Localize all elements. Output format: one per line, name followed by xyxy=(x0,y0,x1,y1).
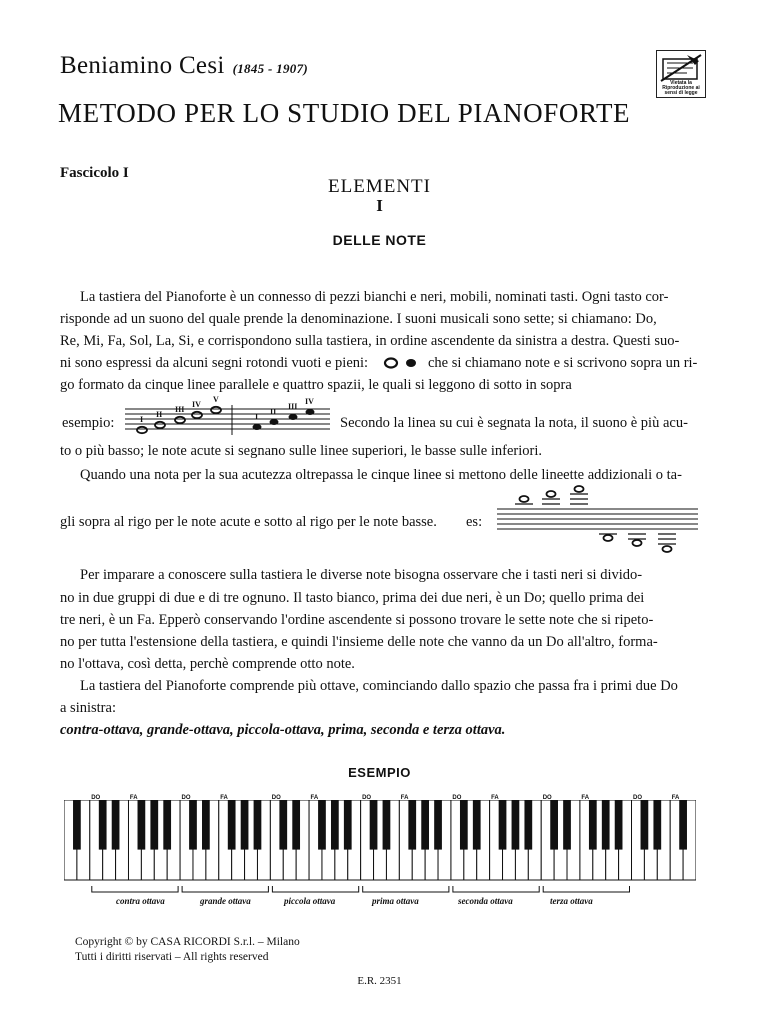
black-key xyxy=(344,800,352,850)
staff-numeral: III xyxy=(288,402,298,411)
black-key xyxy=(254,800,262,850)
staff-numeral: IV xyxy=(192,400,201,409)
stamp-text: Vietata la Riproduzione ai sensi di legge xyxy=(662,80,700,96)
black-key xyxy=(473,800,481,850)
black-key xyxy=(279,800,287,850)
octave-label: piccola ottava xyxy=(284,896,336,906)
black-key xyxy=(563,800,571,850)
do-label: DO xyxy=(91,795,101,801)
black-key xyxy=(331,800,339,850)
black-key xyxy=(318,800,326,850)
ledger-staff-example xyxy=(495,483,700,558)
subsection-heading: DELLE NOTE xyxy=(332,232,427,248)
octave-label: prima ottava xyxy=(372,896,419,906)
body-line: La tastiera del Pianoforte comprende più ottave, cominciando dallo spazio che passa fra i primi due Do xyxy=(80,678,678,694)
body-line: Secondo la linea su cui è segnata la nota, il suono è più acu- xyxy=(340,415,688,431)
fa-label: FA xyxy=(671,795,680,801)
body-line: che si chiamano note e si scrivono sopra un ri- xyxy=(428,355,698,371)
black-key xyxy=(408,800,416,850)
black-key xyxy=(524,800,532,850)
body-line: La tastiera del Pianoforte è un connesso di pezzi bianchi e neri, mobili, nominati tasti. Ogni tasto cor- xyxy=(80,289,669,305)
octave-label: grande ottava xyxy=(200,896,251,906)
edition-code: E.R. 2351 xyxy=(357,975,402,987)
black-key xyxy=(228,800,236,850)
black-key xyxy=(292,800,300,850)
page-title: METODO PER LO STUDIO DEL PIANOFORTE xyxy=(58,98,631,128)
do-label: DO xyxy=(362,795,372,801)
do-label: DO xyxy=(452,795,462,801)
author-name xyxy=(60,52,308,80)
body-line: gli sopra al rigo per le note acute e sotto al rigo per le note basse. xyxy=(60,514,437,530)
note-shapes-icon xyxy=(382,356,422,370)
fa-label: FA xyxy=(400,795,409,801)
staff-numeral: II xyxy=(156,410,163,419)
octave-label: contra ottava xyxy=(116,896,165,906)
octave-label: terza ottava xyxy=(550,896,593,906)
do-label: DO xyxy=(633,795,642,801)
body-line: Re, Mi, Fa, Sol, La, Si, e corrispondono sulla tastiera, in ordine ascendente da sinistra a destra. Questi suo- xyxy=(60,333,680,349)
fa-label: FA xyxy=(310,795,319,801)
do-label: DO xyxy=(181,795,191,801)
body-line: no per tutta l'estensione della tastiera, e quindi l'insieme delle note che vanno da un Do all'altro, forma- xyxy=(60,634,658,650)
section-heading: ELEMENTI xyxy=(328,176,431,197)
publisher-stamp xyxy=(656,50,706,98)
black-key xyxy=(383,800,391,850)
black-key xyxy=(550,800,558,850)
do-label: DO xyxy=(271,795,281,801)
black-key xyxy=(138,800,146,850)
piano-keyboard xyxy=(64,800,696,910)
fa-label: FA xyxy=(129,795,138,801)
black-key xyxy=(653,800,661,850)
staff-numeral: II xyxy=(270,407,277,416)
staff-numeral: I xyxy=(255,412,259,421)
black-key xyxy=(434,800,442,850)
body-line: Quando una nota per la sua acutezza oltrepassa le cinque linee si mettono delle lineette addizionali o ta- xyxy=(80,467,682,483)
body-line: contra-ottava, grande-ottava, piccola-ottava, prima, seconda e terza ottava. xyxy=(60,722,506,738)
fa-label: FA xyxy=(220,795,228,801)
staff-numeral: III xyxy=(175,405,185,414)
body-line: tre neri, è un Fa. Epperò conservando l'ordine ascendente si possono trovare le sette note che si ripeto- xyxy=(60,612,654,628)
body-line: to o più basso; le note acute si segnano sulle linee superiori, le basse sulle inferiori. xyxy=(60,443,543,459)
section-number: I xyxy=(376,196,383,215)
body-line: a sinistra: xyxy=(60,700,116,716)
body-line: risponde ad un suono del quale prende la denominazione. I suoni musicali sono sette; si chiamano: Do, xyxy=(60,311,657,327)
author-dates: (1845 - 1907) xyxy=(232,61,308,76)
author-text: Beniamino Cesi xyxy=(60,52,225,79)
body-line: Per imparare a conoscere sulla tastiera le diverse note bisogna osservare che i tasti neri si divido- xyxy=(80,567,643,583)
fascicolo-label: Fascicolo I xyxy=(60,165,129,181)
staff-numeral: I xyxy=(140,415,144,424)
black-key xyxy=(202,800,210,850)
body-line: no l'ottava, così detta, perchè comprende otto note. xyxy=(60,656,355,672)
copyright-block xyxy=(75,935,300,965)
do-label: DO xyxy=(542,795,552,801)
octave-label: seconda ottava xyxy=(458,896,513,906)
body-line: esempio: xyxy=(62,415,115,431)
black-key xyxy=(589,800,597,850)
body-line: no in due gruppi di due e di tre ognuno. Il tasto bianco, prima dei due neri, è un Do; quello prima dei xyxy=(60,590,645,606)
rights-text: Tutti i diritti riservati – All rights reserved xyxy=(75,951,269,963)
black-key xyxy=(163,800,171,850)
body-line: ni sono espressi da alcuni segni rotondi vuoti e pieni: xyxy=(60,355,369,371)
staff-numeral: IV xyxy=(305,397,314,406)
black-key xyxy=(641,800,649,850)
copyright-text: Copyright © by CASA RICORDI S.r.l. – Milano xyxy=(75,936,300,948)
black-key xyxy=(99,800,107,850)
black-key xyxy=(112,800,120,850)
black-key xyxy=(150,800,158,850)
black-key xyxy=(189,800,197,850)
black-key xyxy=(421,800,429,850)
staff-numeral: V xyxy=(213,395,219,404)
black-key xyxy=(679,800,687,850)
keyboard-label: ESEMPIO xyxy=(348,765,411,780)
body-line: go formato da cinque linee parallele e quattro spazii, le quali si leggono di sotto in sopra xyxy=(60,377,572,393)
staff-example xyxy=(120,395,335,440)
black-key xyxy=(241,800,249,850)
black-key xyxy=(615,800,623,850)
black-key xyxy=(499,800,507,850)
black-key xyxy=(370,800,378,850)
black-key xyxy=(602,800,610,850)
octave-brackets xyxy=(92,886,630,892)
body-line: es: xyxy=(466,514,483,530)
black-key xyxy=(460,800,468,850)
black-key xyxy=(512,800,520,850)
fa-label: FA xyxy=(581,795,590,801)
black-key xyxy=(73,800,81,850)
fa-label: FA xyxy=(491,795,499,801)
